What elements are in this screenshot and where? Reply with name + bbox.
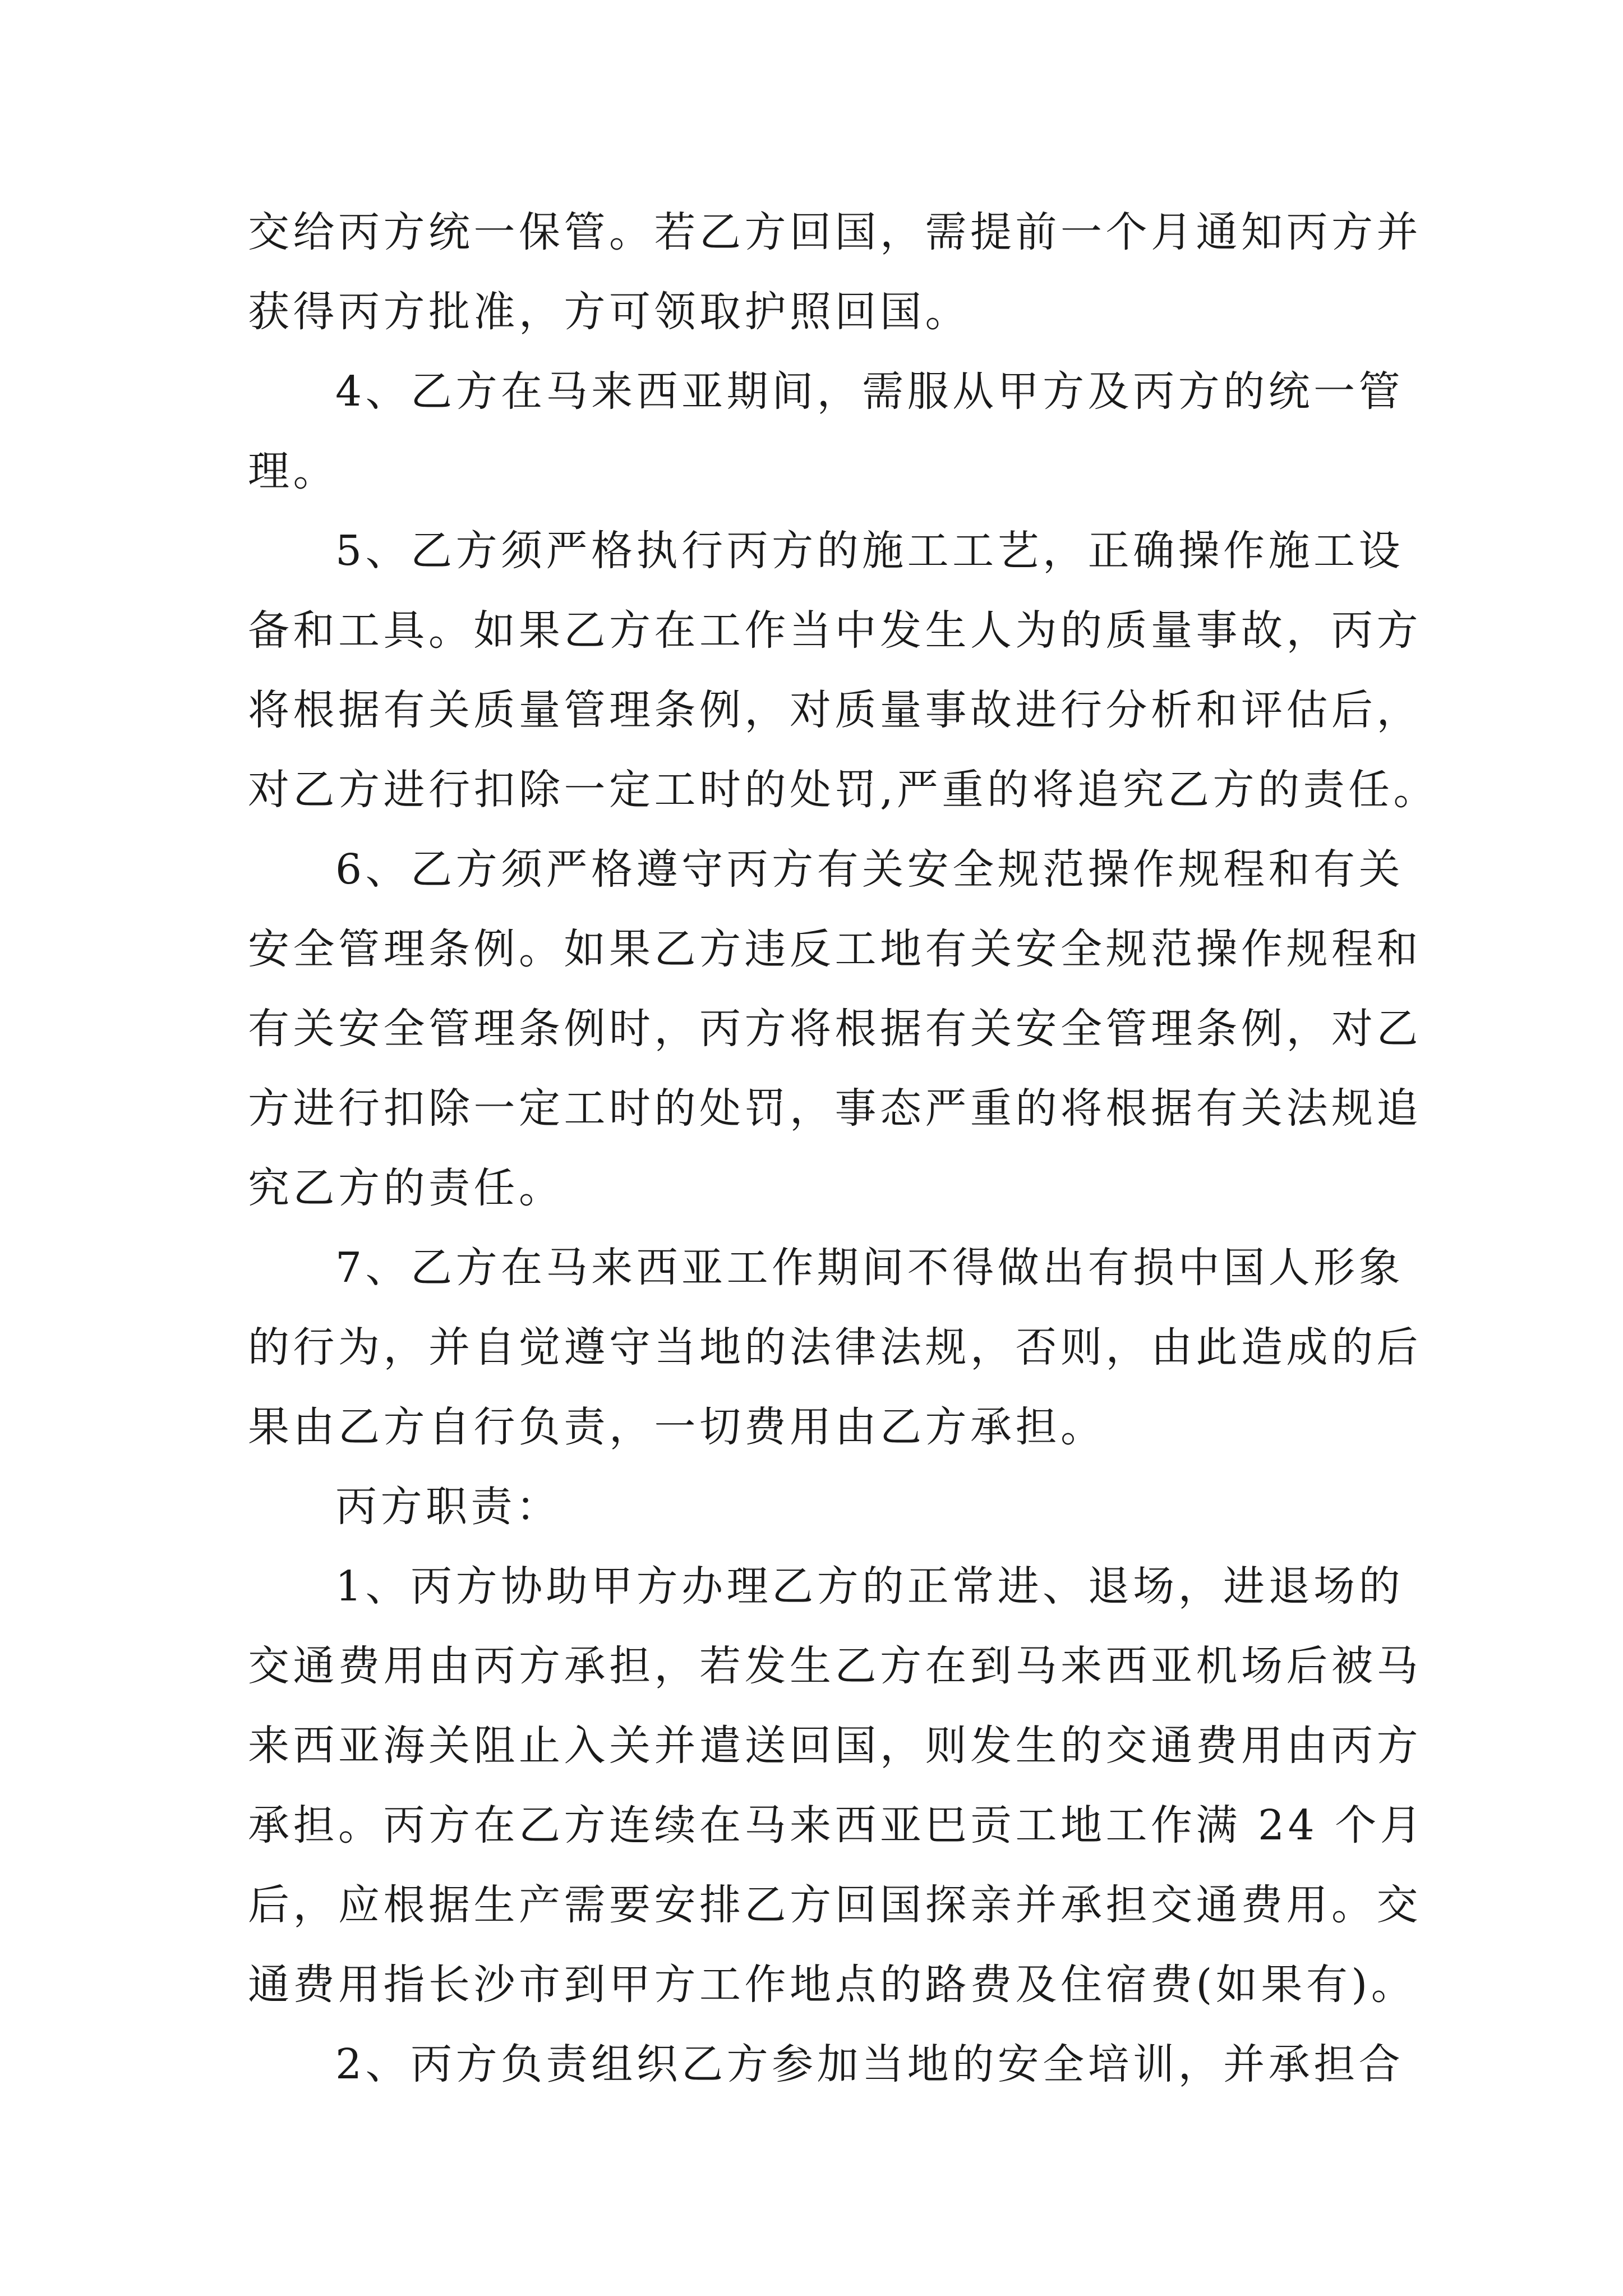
section-heading-bing-duties: 丙方职责：: [335, 1483, 561, 1531]
paragraph-7-start: 7、乙方在马来西亚工作期间不得做出有损中国人形象: [335, 1244, 1404, 1292]
text-line: 后，应根据生产需要安排乙方回国探亲并承担交通费用。交: [248, 1881, 1422, 1929]
paragraph-2-start: 2、丙方负责组织乙方参加当地的安全培训，并承担合: [335, 2040, 1404, 2088]
text-line: 究乙方的责任。: [248, 1164, 564, 1212]
text-line: 有关安全管理条例时，丙方将根据有关安全管理条例，对乙: [248, 1005, 1422, 1053]
text-line: 对乙方进行扣除一定工时的处罚,严重的将追究乙方的责任。: [248, 766, 1439, 814]
text-line: 的行为，并自觉遵守当地的法律法规，否则，由此造成的后: [248, 1323, 1422, 1372]
text-line: 获得丙方批准，方可领取护照回国。: [248, 288, 970, 336]
text-line: 将根据有关质量管理条例，对质量事故进行分析和评估后，: [248, 686, 1422, 734]
text-line: 通费用指长沙市到甲方工作地点的路费及住宿费(如果有)。: [248, 1961, 1417, 2009]
paragraph-4-start: 4、乙方在马来西亚期间，需服从甲方及丙方的统一管: [335, 367, 1404, 416]
paragraph-1-start: 1、丙方协助甲方办理乙方的正常进、退场，进退场的: [335, 1562, 1404, 1611]
text-line: 安全管理条例。如果乙方违反工地有关安全规范操作规程和: [248, 925, 1422, 973]
paragraph-6-start: 6、乙方须严格遵守丙方有关安全规范操作规程和有关: [335, 845, 1404, 894]
text-line: 交通费用由丙方承担，若发生乙方在到马来西亚机场后被马: [248, 1642, 1422, 1690]
text-line: 理。: [248, 447, 338, 495]
text-line: 承担。丙方在乙方连续在马来西亚巴贡工地工作满 24 个月: [248, 1801, 1426, 1849]
text-line: 果由乙方自行负责，一切费用由乙方承担。: [248, 1403, 1106, 1451]
text-line: 方进行扣除一定工时的处罚，事态严重的将根据有关法规追: [248, 1084, 1422, 1133]
text-line: 备和工具。如果乙方在工作当中发生人为的质量事故，丙方: [248, 606, 1422, 655]
text-line: 交给丙方统一保管。若乙方回国，需提前一个月通知丙方并: [248, 208, 1422, 256]
text-line: 来西亚海关阻止入关并遣送回国，则发生的交通费用由丙方: [248, 1722, 1422, 1770]
paragraph-5-start: 5、乙方须严格执行丙方的施工工艺，正确操作施工设: [335, 527, 1404, 575]
